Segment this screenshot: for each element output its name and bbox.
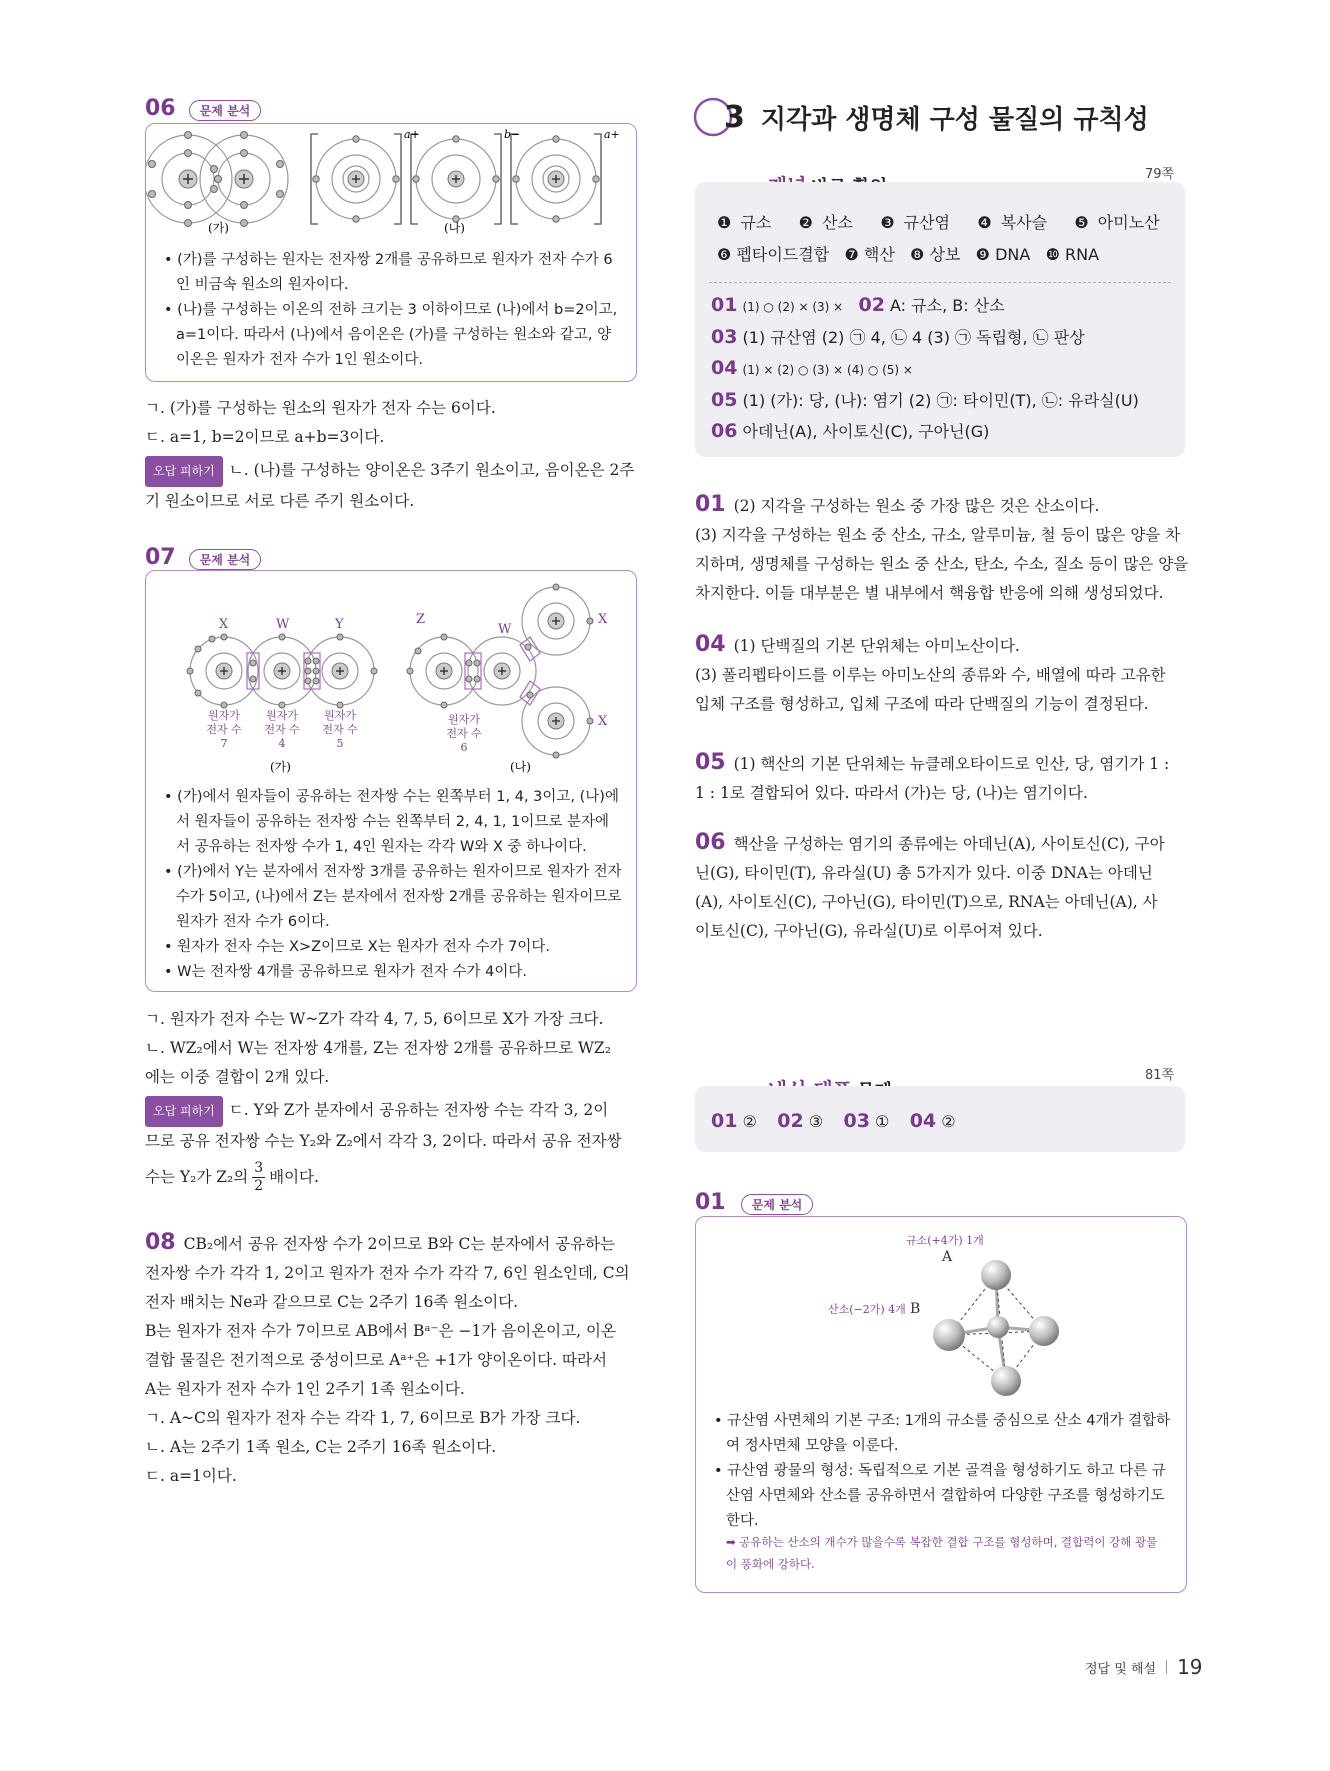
q08-block	[145, 1228, 640, 1491]
q06-charge-1: a+	[404, 128, 420, 141]
q07-frac-post: 배이다.	[269, 1168, 319, 1186]
step2-box	[695, 1086, 1185, 1152]
q07-val-label-y: 원자가	[324, 709, 356, 722]
q06-label-a: (가)	[208, 221, 229, 235]
q07-val-y: 5	[336, 737, 344, 750]
q07-figure	[146, 571, 636, 781]
step1-answer-03: 03 (1) 규산염 (2) ㉠ 4, ㉡ 4 (3) ㉠ 독립형, ㉡ 판상	[711, 326, 1085, 348]
q07-bullet-2: • (가)에서 Y는 분자에서 전자쌍 3개를 공유하는 원자이므로 원자가 전자 수가 5이고, (나)에서 Z는 분자에서 전자쌍 2개를 공유하는 원자이므로 원자가 전자 수가 6이다.	[164, 864, 622, 930]
q08-line-8: ㄴ. A는 2주기 1족 원소, C는 2주기 16족 원소이다.	[145, 1438, 497, 1456]
q06-answer-2: ㄷ. a=1, b=2이므로 a+b=3이다.	[145, 428, 385, 446]
exp-06-number: 06	[695, 830, 726, 855]
q01-label-si: 규소(+4가) 1개	[906, 1234, 984, 1247]
q07-odap-badge: 오답 피하기	[145, 1096, 223, 1127]
q08-line-2: 전자쌍 수가 각각 1, 2이고 원자가 전자 수가 각각 7, 6인 원소인데, C의	[145, 1264, 630, 1282]
step2-page: 81쪽	[1145, 1068, 1175, 1083]
q07-analysis-tag: 문제 분석	[189, 549, 262, 570]
q08-line-6: A는 원자가 전자 수가 1인 2주기 1족 원소이다.	[145, 1380, 465, 1398]
q06-bullet-1: • (가)를 구성하는 원자는 전자쌍 2개를 공유하므로 원자가 전자 수가 6인 비금속 원소의 원자이다.	[164, 252, 613, 293]
q07-answers	[145, 1005, 640, 1195]
q06-answer-1: ㄱ. (가)를 구성하는 원소의 원자가 전자 수는 6이다.	[145, 399, 496, 417]
step1-answer-06: 06 아데닌(A), 사이토신(C), 구아닌(G)	[711, 420, 990, 442]
exp-04: 04 (1) 단백질의 기본 단위체는 아미노산이다. (3) 폴리펩타이드를 이루는 아미노산의 종류와 수, 배열에 따라 고유한 입체 구조를 형성하고, 입체 구조에 따라 단백질의 기능이 결정된다.	[695, 632, 1166, 713]
q07-val-label2-z: 전자 수	[446, 727, 482, 740]
q06-charge-2: b−	[504, 128, 521, 141]
q06-analysis-tag: 문제 분석	[189, 100, 262, 121]
q07-number: 07	[145, 545, 176, 570]
q07-val-z: 6	[460, 741, 468, 754]
exp-05: 05 (1) 핵산의 기본 단위체는 뉴클레오타이드로 인산, 당, 염기가 1 : 1 : 1로 결합되어 있다. 따라서 (가)는 당, (나)는 염기이다.	[695, 750, 1170, 802]
q08-line-1: 08 CB₂에서 공유 전자쌍 수가 2이므로 B와 C는 분자에서 공유하는	[145, 1230, 616, 1255]
section-title: 지각과 생명체 구성 물질의 규칙성	[760, 104, 1149, 135]
q07-bullets	[160, 785, 622, 985]
q08-line-4: B는 원자가 전자 수가 7이므로 AB에서 Bᵃ⁻은 −1가 음이온이고, 이온	[145, 1322, 616, 1340]
q08-line-5: 결합 물질은 전기적으로 중성이므로 Aᵃ⁺은 +1가 양이온이다. 따라서	[145, 1351, 607, 1369]
q07-label-b: (나)	[510, 760, 531, 774]
q07-val-w: 4	[278, 737, 286, 750]
q07-bullet-1: • (가)에서 원자들이 공유하는 전자쌍 수는 왼쪽부터 1, 4, 3이고, (나)에서 원자들이 공유하는 전자쌍 수는 왼쪽부터 2, 4, 1, 1이므로 분자에서 공유하는 전자쌍 수가 1, 4인 원자는 각각 W와 X 중 하나이다.	[164, 789, 619, 855]
q07-odap-text-2: 므로 공유 전자쌍 수는 Y₂와 Z₂에서 각각 3, 2이다. 따라서 공유 전자쌍	[145, 1132, 622, 1150]
q07-bullet-3: • 원자가 전자 수는 X>Z이므로 X는 원자가 전자 수가 7이다.	[164, 939, 550, 955]
exp-04-number: 04	[695, 632, 726, 657]
q08-line-3: 전자 배치는 Ne과 같으므로 C는 2주기 16족 원소이다.	[145, 1293, 519, 1311]
q06-odap	[145, 456, 640, 516]
q08-number: 08	[145, 1230, 176, 1255]
q06-label-b: (나)	[444, 221, 465, 235]
q08-line-7: ㄱ. A~C의 원자가 전자 수는 각각 1, 7, 6이므로 B가 가장 크다.	[145, 1409, 581, 1427]
q06-answers	[145, 394, 640, 516]
silicon-atom	[987, 1316, 1009, 1338]
oxygen-atom-bottom	[991, 1366, 1021, 1396]
q07-odap	[145, 1096, 640, 1127]
q01-header	[695, 1190, 813, 1215]
exp-06: 06 핵산을 구성하는 염기의 종류에는 아데닌(A), 사이토신(C), 구아 닌(G), 타이민(T), 유라실(U) 총 5가지가 있다. 이중 DNA는 아데닌 (A), 사이토신(C), 구아닌(G), 타이민(T)으로, RNA는 아데닌(A), 사 이토신(C), 구아닌(G), 유라실(U)로 이루어져 있다.	[695, 830, 1165, 940]
q07-val-x: 7	[220, 737, 228, 750]
footer	[1085, 1655, 1203, 1679]
oxygen-atom-top	[981, 1260, 1011, 1290]
oxygen-atom-left	[933, 1319, 965, 1351]
oxygen-atom-right	[1029, 1316, 1059, 1346]
q06-odap-badge: 오답 피하기	[145, 456, 223, 487]
q01-bullet-2: • 규산염 광물의 형성: 독립적으로 기본 골격을 형성하기도 하고 다른 규산염 사면체와 산소를 공유하면서 결합하여 다양한 구조를 형성하기도 한다.	[714, 1463, 1166, 1529]
q07-label-x3: X	[598, 714, 608, 729]
q07-frac-num: 3	[254, 1160, 264, 1176]
exp-01-number: 01	[695, 492, 726, 517]
q01-analysis-box	[695, 1216, 1187, 1593]
q01-number: 01	[695, 1190, 726, 1215]
q01-analysis-tag: 문제 분석	[741, 1194, 814, 1215]
q06-charge-3: a+	[604, 128, 620, 141]
q07-val-label-z: 원자가	[448, 713, 480, 726]
step1-answer-01: 01 (1) ○ (2) × (3) × 02 A: 규소, B: 산소	[711, 294, 1005, 316]
q07-label-a: (가)	[270, 760, 291, 774]
concepts-row-2: ❻ 펩타이드결합 ❼ 핵산 ❽ 상보 ❾ DNA ❿ RNA	[717, 245, 1100, 264]
q08-line-9: ㄷ. a=1이다.	[145, 1467, 237, 1485]
q07-label-x2: X	[598, 612, 608, 627]
q07-analysis-box	[145, 570, 637, 992]
q01-label-o: 산소(−2가) 4개	[828, 1303, 906, 1316]
step1-page: 79쪽	[1145, 167, 1175, 182]
q07-val-label-x: 원자가	[208, 709, 240, 722]
step1-box	[695, 182, 1185, 457]
q07-label-x: X	[219, 617, 229, 632]
step2-answers: 01 ② 02 ③ 03 ① 04 ②	[711, 1110, 956, 1132]
q06-header	[145, 96, 261, 121]
section-number: 3	[724, 99, 745, 135]
step1-divider	[709, 282, 1171, 283]
q01-note: ➡ 공유하는 산소의 개수가 많을수록 복잡한 결합 구조를 형성하며, 결합력이 강해 광물이 풍화에 강하다.	[726, 1535, 1158, 1571]
q07-fraction-line	[145, 1160, 640, 1195]
q07-answer-1: ㄱ. 원자가 전자 수는 W~Z가 각각 4, 7, 5, 6이므로 X가 가장 크다.	[145, 1010, 604, 1028]
q07-label-w2: W	[498, 622, 512, 637]
footer-label: 정답 및 해설	[1085, 1661, 1157, 1677]
q01-label-a: A	[942, 1249, 953, 1265]
q07-label-y: Y	[335, 617, 344, 632]
step1-answers	[711, 290, 1139, 447]
q01-label-b: B	[910, 1301, 921, 1317]
q01-tetrahedron-figure	[696, 1217, 1186, 1407]
q07-odap-text-1: ㄷ. Y와 Z가 분자에서 공유하는 전자쌍 수는 각각 3, 2이	[228, 1101, 609, 1119]
q07-answer-2a: ㄴ. WZ₂에서 W는 전자쌍 4개를, Z는 전자쌍 2개를 공유하므로 WZ₂	[145, 1039, 611, 1057]
q07-val-label2-w: 전자 수	[264, 723, 300, 736]
footer-page-number: 19	[1177, 1655, 1203, 1679]
q07-frac-den: 2	[254, 1178, 264, 1194]
q01-bullet-1: • 규산염 사면체의 기본 구조: 1개의 규소를 중심으로 산소 4개가 결합하여 정사면체 모양을 이룬다.	[714, 1413, 1171, 1454]
q07-val-label2-y: 전자 수	[322, 723, 358, 736]
q07-val-label-w: 원자가	[266, 709, 298, 722]
q01-bullets	[710, 1409, 1172, 1534]
step1-answer-04: 04 (1) × (2) ○ (3) × (4) ○ (5) ×	[711, 357, 913, 379]
step1-answer-05: 05 (1) (가): 당, (나): 염기 (2) ㉠: 타이민(T), ㉡: 유라실(U)	[711, 389, 1139, 411]
q07-bullet-4: • W는 전자쌍 4개를 공유하므로 원자가 전자 수가 4이다.	[164, 964, 527, 980]
q07-label-z: Z	[416, 612, 426, 627]
section-header	[692, 96, 1149, 138]
q07-val-label2-x: 전자 수	[206, 723, 242, 736]
q06-odap-text: ㄴ. (나)를 구성하는 양이온은 3주기 원소이고, 음이온은 2주기 원소이므로 서로 다른 주기 원소이다.	[145, 461, 635, 510]
exp-05-number: 05	[695, 750, 726, 775]
q06-analysis-box	[145, 123, 637, 382]
q07-label-w: W	[276, 617, 290, 632]
exp-01: 01 (2) 지각을 구성하는 원소 중 가장 많은 것은 산소이다. (3) 지각을 구성하는 원소 중 산소, 규소, 알루미늄, 철 등이 많은 양을 차 지하며, 생명체를 구성하는 원소 중 산소, 탄소, 수소, 질소 등이 많은 양을 차지한다. 이들 대부분은 별 내부에서 핵융합 반응에 의해 생성되었다.	[695, 492, 1189, 602]
q06-bullets	[160, 248, 620, 373]
q07-answer-2b: 에는 이중 결합이 2개 있다.	[145, 1068, 330, 1086]
q06-figure	[146, 124, 636, 239]
q07-fraction	[252, 1160, 265, 1195]
q06-bullet-2: • (나)를 구성하는 이온의 전하 크기는 3 이하이므로 (나)에서 b=2이고, a=1이다. 따라서 (나)에서 음이온은 (가)를 구성하는 원소와 같고, 양이온은 원자가 전자 수가 1인 원소이다.	[164, 302, 618, 368]
concepts-row-1: ❶ 규소 ❷ 산소 ❸ 규산염 ❹ 복사슬 ❺ 아미노산	[717, 213, 1160, 232]
q07-frac-pre: 수는 Y₂가 Z₂의	[145, 1168, 249, 1186]
q06-number: 06	[145, 96, 176, 121]
footer-divider	[1166, 1660, 1167, 1674]
q07-header	[145, 545, 261, 570]
